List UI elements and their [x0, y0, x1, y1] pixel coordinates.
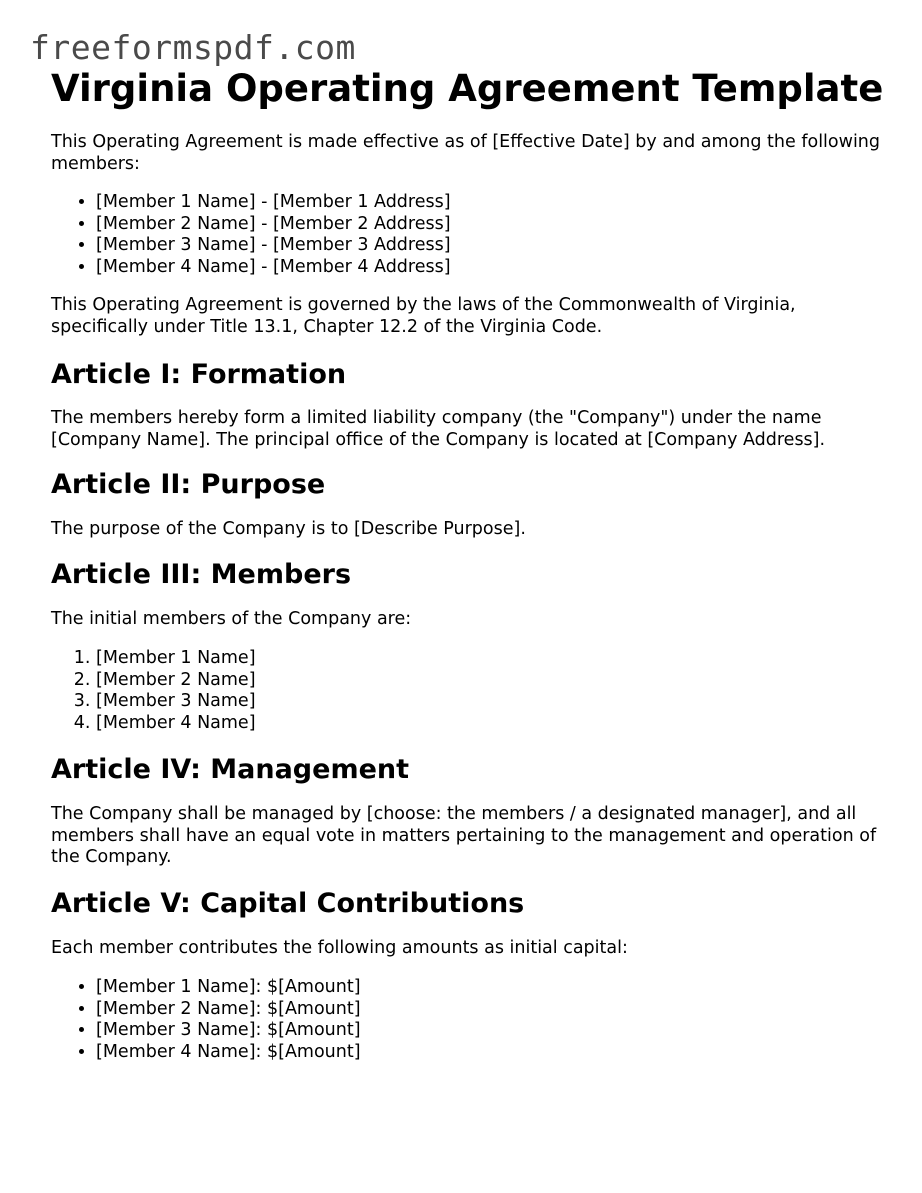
members-address-list — [51, 192, 891, 278]
initial-members-list — [51, 648, 891, 734]
list-item: • [Member 3 Name] - [Member 3 Address] — [96, 235, 891, 257]
article-capital-heading: Article V: Capital Contributions — [51, 887, 525, 919]
capital-contributions-list — [51, 977, 891, 1063]
list-item: • [Member 2 Name]: $[Amount] — [96, 999, 891, 1021]
watermark-text: freeformspdf.com — [30, 28, 356, 67]
article-purpose-text: The purpose of the Company is to [Describe Purpose]. — [51, 519, 526, 539]
article-formation-text: The members hereby form a limited liability company (the "Company") under the name [Company Name]. The principal office of the Company is located at [Company Address]. — [51, 408, 826, 450]
list-item: 4. [Member 4 Name] — [96, 713, 891, 735]
list-item: • [Member 4 Name]: $[Amount] — [96, 1042, 891, 1064]
list-item: • [Member 1 Name]: $[Amount] — [96, 977, 891, 999]
article-formation-heading: Article I: Formation — [51, 359, 347, 390]
list-item: 3. [Member 3 Name] — [96, 691, 891, 713]
article-members-text: The initial members of the Company are: — [51, 608, 412, 629]
list-item: 2. [Member 2 Name] — [96, 670, 891, 692]
intro-paragraph: This Operating Agreement is made effective as of [Effective Date] by and among the following members: — [51, 132, 881, 174]
document-page — [51, 66, 891, 1063]
list-item: 1. [Member 1 Name] — [96, 648, 891, 670]
article-capital-text: Each member contributes the following amounts as initial capital: — [51, 937, 628, 958]
governing-law-paragraph: This Operating Agreement is governed by the laws of the Commonwealth of Virginia, specifically under Title 13.1, Chapter 12.2 of the Virginia Code. — [51, 295, 796, 337]
document-title: Virginia Operating Agreement Template — [51, 67, 884, 110]
list-item: • [Member 1 Name] - [Member 1 Address] — [96, 192, 891, 214]
list-item: • [Member 2 Name] - [Member 2 Address] — [96, 214, 891, 236]
article-management-text: The Company shall be managed by [choose: the members / a designated manager], and all members shall have an equal vote in matters pertaining to the management and operation of the Company. — [51, 804, 877, 867]
list-item: • [Member 4 Name] - [Member 4 Address] — [96, 257, 891, 279]
article-members-heading: Article III: Members — [51, 558, 352, 590]
article-purpose-heading: Article II: Purpose — [51, 469, 326, 500]
list-item: • [Member 3 Name]: $[Amount] — [96, 1020, 891, 1042]
article-management-heading: Article IV: Management — [51, 754, 410, 785]
